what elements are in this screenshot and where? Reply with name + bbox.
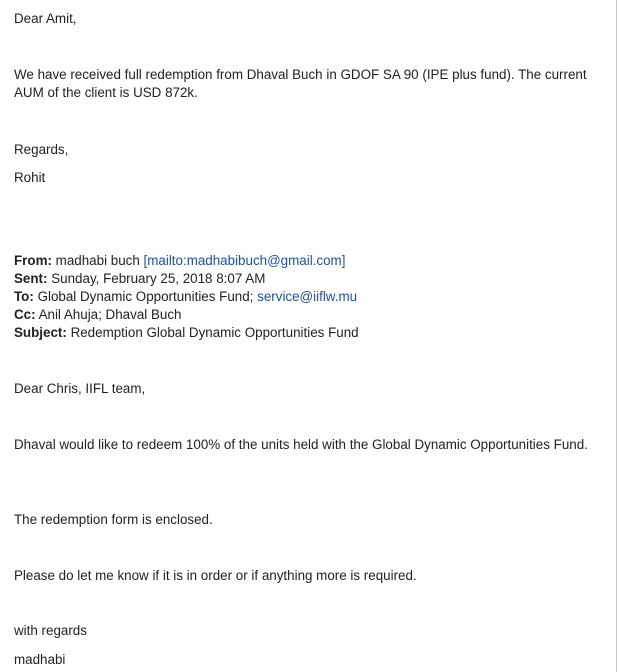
from-name: madhabi buch — [55, 253, 140, 268]
reply-signature: Rohit — [14, 170, 46, 185]
header-cc — [14, 306, 606, 324]
original-closing: with regards — [14, 623, 87, 638]
to-email-link[interactable]: service@iiflw.mu — [257, 289, 358, 304]
to-value: Global Dynamic Opportunities Fund; — [37, 289, 254, 304]
to-label: To: — [14, 289, 34, 304]
subject-value: Redemption Global Dynamic Opportunities Fund — [70, 325, 359, 340]
cc-label: Cc: — [14, 307, 36, 322]
sent-label: Sent: — [14, 271, 48, 286]
original-para3: Please do let me know if it is in order or if anything more is required. — [14, 568, 417, 583]
original-greeting: Dear Chris, IIFL team, — [14, 381, 146, 396]
original-signature: madhabi — [14, 652, 66, 667]
from-mailto-link[interactable]: [mailto:madhabibuch@gmail.com] — [143, 253, 346, 268]
sent-value: Sunday, February 25, 2018 8:07 AM — [51, 271, 266, 286]
from-label: From: — [14, 253, 52, 268]
reply-greeting: Dear Amit, — [14, 11, 77, 26]
original-para2: The redemption form is enclosed. — [14, 512, 213, 527]
reply-closing: Regards, — [14, 142, 69, 157]
subject-label: Subject: — [14, 325, 67, 340]
cc-value: Anil Ahuja; Dhaval Buch — [38, 307, 182, 322]
header-from — [14, 252, 606, 270]
header-to — [14, 288, 606, 306]
header-subject — [14, 324, 606, 342]
original-para1: Dhaval would like to redeem 100% of the units held with the Global Dynamic Opportunities Fund. — [14, 437, 588, 452]
reply-body: We have received full redemption from Dhaval Buch in GDOF SA 90 (IPE plus fund). The current AUM of the client is USD 872k. — [14, 67, 587, 100]
header-sent — [14, 270, 606, 288]
